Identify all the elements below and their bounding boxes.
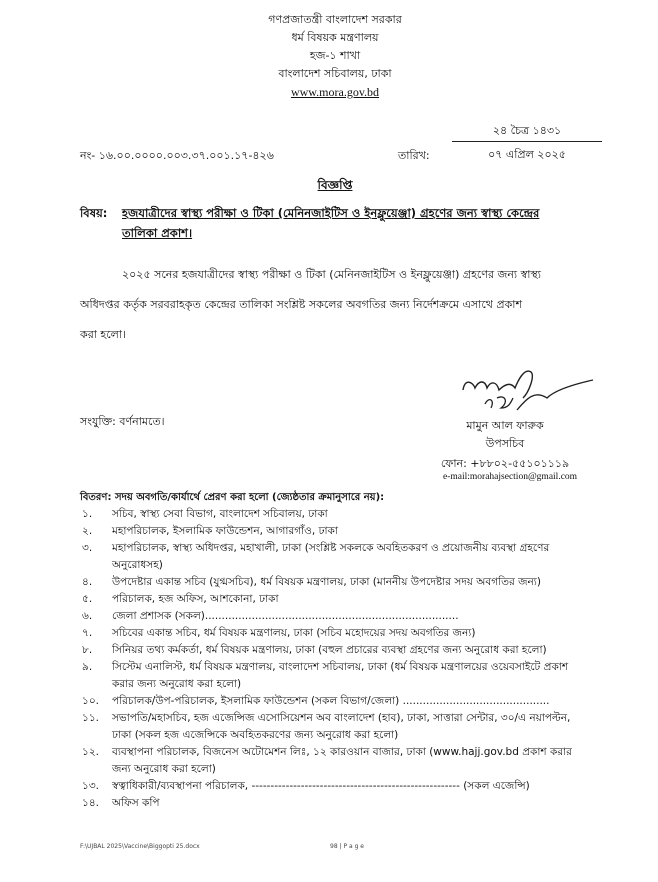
item-text: পরিচালক/উপ-পরিচালক, ইসলামিক ফাউন্ডেশন (সকল বিভাগ/জেলা) ............................................ — [112, 695, 550, 707]
item-text: মহাপরিচালক, স্বাস্থ্য অধিদপ্তর, মহাখালী, ঢাকা (সংশ্লিষ্ট সকলকে অবহিতকরণ ও প্রয়োজনীয় ব্যবস্থা গ্রহণের অনুরোধসহ) — [112, 542, 550, 571]
list-item — [82, 659, 582, 692]
list-item — [82, 591, 582, 608]
subject-label: বিষয়: — [80, 206, 108, 220]
item-number: ১৪. — [82, 797, 99, 809]
signatory-phone: ফোন: +৮৮০২-৫৫১০১১১৯ — [440, 457, 570, 470]
header-line-address: বাংলাদেশ সচিবালয়, ঢাকা — [278, 67, 392, 80]
item-text: সিস্টেম এনালিস্ট, ধর্ম বিষয়ক মন্ত্রণালয়, বাংলাদেশ সচিবালয়, ঢাকা (ধর্ম বিষয়ক মন্ত্রণালয়ের ওয়েবসাইটে প্রকাশ করার জন্য অনুরোধ করা হলো) — [112, 661, 569, 690]
list-item — [82, 625, 582, 642]
item-number: ৫. — [82, 593, 93, 605]
subject-line-1: হজযাত্রীদের স্বাস্থ্য পরীক্ষা ও টিকা (মেনিনজাইটিস ও ইনফ্লুয়েঞ্জা) গ্রহণের জন্য স্বাস্থ্য কেন্দ্রের — [122, 206, 540, 220]
signatory-name: মামুন আল ফারুক — [466, 419, 544, 432]
list-item — [82, 710, 582, 743]
list-item — [82, 574, 582, 591]
item-number: ১২. — [82, 746, 99, 758]
date-divider — [452, 141, 602, 142]
item-number: ৬. — [82, 610, 93, 622]
item-text: উপদেষ্টার একান্ত সচিব (যুগ্মসচিব), ধর্ম বিষয়ক মন্ত্রণালয়, ঢাকা (মাননীয় উপদেষ্টার সদয় অবগতির জন্য) — [112, 576, 541, 588]
item-number: ৯. — [82, 661, 93, 673]
body-line-2: অধিদপ্তর কর্তৃক সরবরাহকৃত কেন্দ্রের তালিকা সংশ্লিষ্ট সকলের অবগতির জন্য নির্দেশক্রমে এসাথে প্রকাশ — [80, 298, 523, 311]
item-text: সিনিয়র তথ্য কর্মকর্তা, ধর্ম বিষয়ক মন্ত্রণালয়, ঢাকা (বহুল প্রচারের ব্যবস্থা গ্রহণের জন্য অনুরোধ করা হলো) — [112, 644, 547, 656]
header-website-link[interactable]: www.mora.gov.bd — [290, 85, 380, 99]
footer-file-path: F:\UJBAL 2025\Vaccine\Biggopti 25.docx — [80, 843, 200, 850]
item-number: ৩. — [82, 542, 93, 554]
item-text: অফিস কপি — [112, 797, 160, 809]
list-item — [82, 506, 582, 523]
header-line-ministry: ধর্ম বিষয়ক মন্ত্রণালয় — [291, 31, 379, 44]
item-number: ৪. — [82, 576, 93, 588]
item-number: ১০. — [82, 695, 99, 707]
item-text: ব্যবস্থাপনা পরিচালক, বিজনেস অটোমেশন লিঃ, ১২ কারওয়ান বাজার, ঢাকা (www.hajj.gov.bd প্রকাশ করার জন্য অনুরোধ করা হলো) — [112, 746, 572, 775]
item-text: সভাপতি/মহাসচিব, হজ এজেন্সিজ এসোসিয়েশন অব বাংলাদেশ (হাব), ঢাকা, সাত্তারা সেন্টার, ৩০/এ নয়াপল্টন, ঢাকা (সকল হজ এজেন্সিকে অবহিতকরণের জন্য অনুরোধ করা হলো) — [112, 712, 571, 741]
list-item — [82, 540, 582, 573]
item-number: ১১. — [82, 712, 99, 724]
subject-line-2: তালিকা প্রকাশ। — [122, 226, 193, 240]
signatory-designation: উপসচিব — [485, 437, 525, 450]
list-item — [82, 795, 582, 812]
item-number: ৭. — [82, 627, 93, 639]
memo-number: নং- ১৬.০০.০০০০.০০৩.৩৭.০০১.১৭-৪২৬ — [80, 149, 274, 162]
list-item — [82, 693, 582, 710]
attachment-note: সংযুক্তি: বর্ণনামতে। — [80, 415, 165, 428]
item-text: স্বত্বাধিকারী/ব্যবস্থাপনা পরিচালক, ------------------------------------------------------- (সকল এজেন্সি) — [112, 780, 530, 792]
item-text: পরিচালক, হজ অফিস, আশকোনা, ঢাকা — [112, 593, 279, 605]
item-number: ২. — [82, 525, 93, 537]
item-number: ১৩. — [82, 780, 99, 792]
header-line-branch: হজ-১ শাখা — [309, 49, 361, 62]
list-item — [82, 608, 582, 625]
header-line-government: গণপ্রজাতন্ত্রী বাংলাদেশ সরকার — [268, 13, 402, 26]
item-number: ১. — [82, 508, 93, 520]
item-text: জেলা প্রশাসক (সকল)............................................................................ — [112, 610, 459, 622]
body-line-1: ২০২৫ সনের হজযাত্রীদের স্বাস্থ্য পরীক্ষা ও টিকা (মেনিনজাইটিস ও ইনফ্লুয়েঞ্জা) গ্রহণের জন্য স্বাস্থ্য — [122, 268, 541, 281]
signatory-email[interactable]: e-mail:morahajsection@gmail.com — [443, 472, 578, 482]
item-number: ৮. — [82, 644, 93, 656]
list-item — [82, 523, 582, 540]
body-line-3: করা হলো। — [80, 328, 126, 341]
item-text: সচিবের একান্ত সচিব, ধর্ম বিষয়ক মন্ত্রণালয়, ঢাকা (সচিব মহোদয়ের সদয় অবগতির জন্য) — [112, 627, 476, 639]
list-item — [82, 778, 582, 795]
notice-title: বিজ্ঞপ্তি — [317, 178, 353, 192]
footer-page-number: 98 | P a g e — [330, 843, 364, 850]
distribution-heading: বিতরণ: সদয় অবগতি/কার্যার্থে প্রেরণ করা হলো (জ্যেষ্ঠতার ক্রমানুসারে নয়): — [80, 492, 385, 503]
item-text: মহাপরিচালক, ইসলামিক ফাউন্ডেশন, আগারগাঁও, ঢাকা — [112, 525, 338, 537]
list-item — [82, 744, 582, 777]
list-item — [82, 642, 582, 659]
date-english: ০৭ এপ্রিল ২০২৫ — [488, 148, 566, 161]
item-text: সচিব, স্বাস্থ্য সেবা বিভাগ, বাংলাদেশ সচিবালয়, ঢাকা — [112, 508, 328, 520]
date-label: তারিখ: — [398, 149, 430, 162]
date-bangla: ২৪ চৈত্র ১৪৩১ — [492, 124, 562, 137]
